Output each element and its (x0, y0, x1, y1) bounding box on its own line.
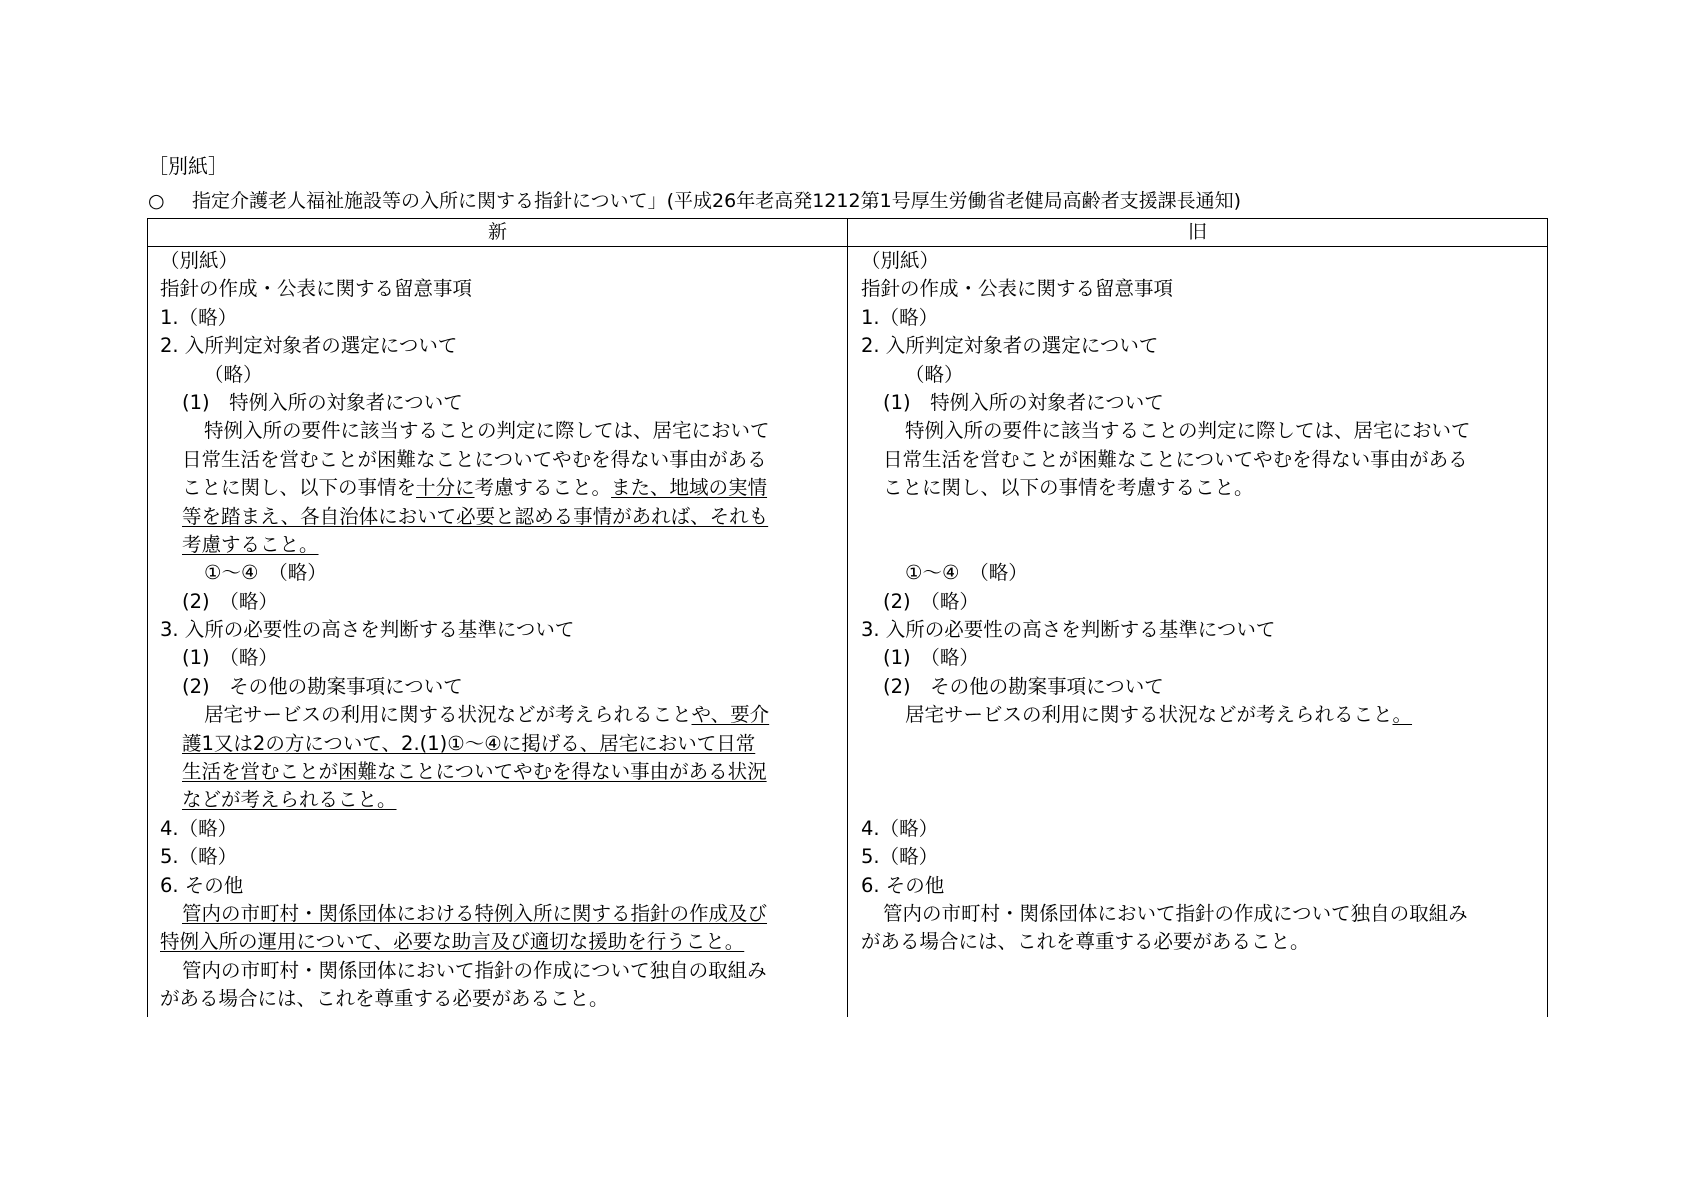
old-line: 3. 入所の必要性の高さを判断する基準について (861, 618, 1276, 642)
new-paragraph-line: がある場合には、これを尊重する必要があること。 (160, 987, 609, 1011)
new-underlined-text: などが考えられること。 (182, 788, 397, 812)
new-paragraph-line: 日常生活を営むことが困難なことについてやむを得ない事由がある (182, 447, 767, 471)
old-column (861, 247, 1541, 957)
old-line: (2) （略） (883, 589, 979, 613)
old-paragraph-line: 日常生活を営むことが困難なことについてやむを得ない事由がある (883, 447, 1468, 471)
old-line: 6. その他 (861, 873, 945, 897)
new-line: (1) （略） (182, 646, 278, 670)
new-underlined-text: 生活を営むことが困難なことについてやむを得ない事由がある状況 (182, 760, 767, 784)
old-line: (2) その他の勘案事項について (883, 674, 1164, 698)
new-underlined-text: また、地域の実情 (611, 476, 768, 500)
new-line: （別紙） (160, 249, 239, 272)
new-paragraph-line (160, 474, 840, 502)
old-text: 居宅サービスの利用に関する状況などが考えられること (905, 703, 1393, 727)
comparison-table-header (147, 218, 1548, 247)
old-paragraph-line: 特例入所の要件に該当することの判定に際しては、居宅において (905, 419, 1471, 443)
old-blank-line (861, 730, 1541, 758)
new-text: 考慮すること。 (474, 476, 612, 500)
old-blank-line (861, 503, 1541, 531)
old-underlined-text: 。 (1392, 703, 1413, 727)
new-line: 6. その他 (160, 873, 244, 897)
old-line: (1) （略） (883, 646, 979, 670)
new-line: 2. 入所判定対象者の選定について (160, 334, 458, 358)
old-line: 4.（略） (861, 816, 939, 840)
bullet-circle-icon: ○ (148, 190, 165, 212)
new-underlined-text: 考慮すること。 (182, 532, 319, 556)
old-line: （別紙） (861, 249, 940, 272)
old-blank-line (861, 786, 1541, 814)
attachment-label: ［別紙］ (148, 154, 228, 178)
new-line: (2) （略） (182, 589, 278, 613)
new-line: (1) 特例入所の対象者について (182, 390, 463, 414)
new-underlined-line: 等を踏まえ、各自治体において必要と認める事情があれば、それも (182, 504, 769, 528)
new-underlined-text: 管内の市町村・関係団体における特例入所に関する指針の作成及び (182, 901, 768, 925)
new-line: 3. 入所の必要性の高さを判断する基準について (160, 618, 575, 642)
new-text: 居宅サービスの利用に関する状況などが考えられること (204, 703, 692, 727)
old-paragraph-line: ことに関し、以下の事情を考慮すること。 (883, 476, 1254, 500)
new-line: ①～④ （略） (204, 561, 327, 585)
new-line: （略） (204, 362, 263, 386)
new-heading: 指針の作成・公表に関する留意事項 (160, 277, 473, 301)
new-line: 5.（略） (160, 845, 238, 869)
old-blank-line (861, 758, 1541, 786)
table-middle-border (847, 246, 848, 1017)
new-paragraph-line (160, 786, 840, 814)
new-paragraph-line: 管内の市町村・関係団体において指針の作成について独自の取組み (182, 958, 767, 982)
new-paragraph-line (160, 531, 840, 559)
new-column (160, 247, 840, 1014)
table-left-border (147, 246, 148, 1017)
old-line: 5.（略） (861, 845, 939, 869)
table-right-border (1547, 246, 1548, 1017)
old-paragraph-line: がある場合には、これを尊重する必要があること。 (861, 930, 1310, 954)
old-blank-line (861, 531, 1541, 559)
new-paragraph-line (160, 730, 840, 758)
new-underlined-text: 十分に (416, 476, 475, 500)
old-line: （略） (905, 362, 964, 386)
old-paragraph-line (861, 701, 1541, 729)
new-line: 1.（略） (160, 305, 238, 329)
new-paragraph-line (160, 758, 840, 786)
header-old: 旧 (1187, 221, 1207, 243)
new-text: ことに関し、以下の事情を (182, 476, 417, 500)
new-underlined-text: 特例入所の運用について、必要な助言及び適切な援助を行うこと。 (160, 930, 745, 954)
new-underlined-text: 護1又は2の方について、2.(1)①～④に掲げる、居宅において日常 (182, 731, 756, 755)
old-line: 1.（略） (861, 305, 939, 329)
old-line: 2. 入所判定対象者の選定について (861, 334, 1159, 358)
new-line: 4.（略） (160, 816, 238, 840)
new-paragraph-line (160, 701, 840, 729)
notice-title-text: 指定介護老人福祉施設等の入所に関する指針について」(平成26年老高発1212第1号厚生労働省老健局高齢者支援課長通知) (192, 190, 1242, 212)
new-paragraph-line (160, 900, 840, 928)
old-line: (1) 特例入所の対象者について (883, 390, 1164, 414)
old-line: ①～④ （略） (905, 561, 1028, 585)
new-underlined-text: や、要介 (691, 703, 770, 727)
header-new: 新 (148, 219, 848, 246)
new-line: (2) その他の勘案事項について (182, 674, 463, 698)
notice-title (148, 188, 1241, 214)
old-heading: 指針の作成・公表に関する留意事項 (861, 277, 1174, 301)
old-paragraph-line: 管内の市町村・関係団体において指針の作成について独自の取組み (883, 901, 1468, 925)
new-paragraph-line: 特例入所の要件に該当することの判定に際しては、居宅において (204, 419, 770, 443)
new-paragraph-line (160, 928, 840, 956)
